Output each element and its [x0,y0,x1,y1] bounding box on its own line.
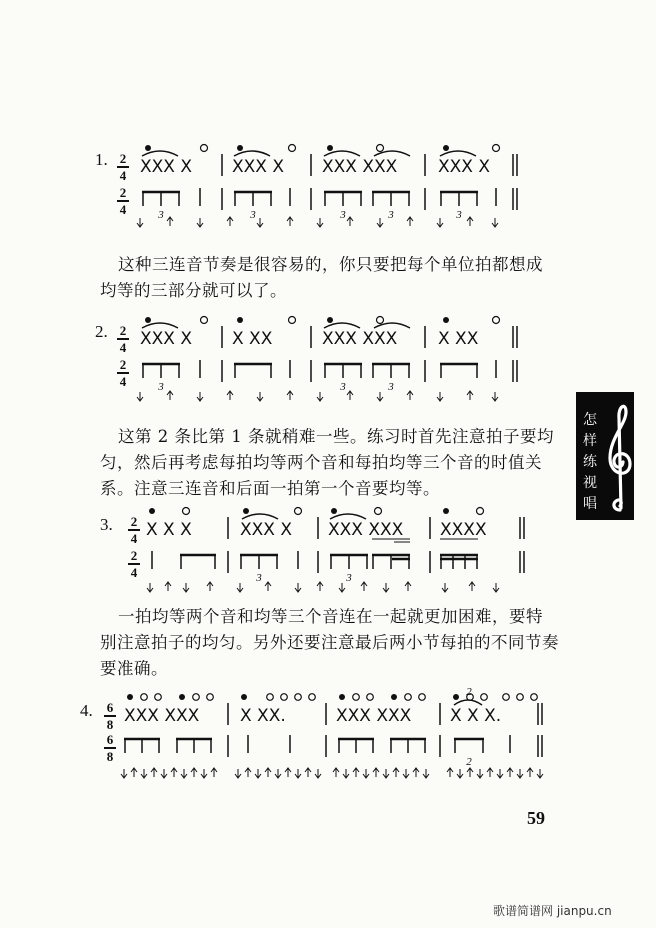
rhythm-notation [0,683,656,793]
time-signature-lower: 2 4 [117,186,129,216]
svg-text:XXX XXX: XXX XXX [336,706,412,726]
svg-text:XXX XXX: XXX XXX [124,706,200,726]
exercise-1 [0,140,656,225]
svg-text:3: 3 [250,209,256,221]
beat-arrows [121,768,543,778]
chapter-tab-label: 怎 样 练 视 唱 [583,412,597,512]
beat-arrows [147,582,499,592]
time-signature: 2 4 [117,152,129,182]
treble-clef-icon [604,398,634,518]
svg-text:3: 3 [346,572,352,584]
svg-text:X X X: X X X [146,520,192,540]
svg-text:XXX X: XXX X [140,157,192,177]
time-signature: 2 4 [128,515,140,545]
time-signature-lower: 6 8 [104,733,116,763]
svg-text:XXX X: XXX X [438,157,490,177]
time-signature: 2 4 [117,324,129,354]
exercise-number: 1. [95,150,108,169]
svg-text:3: 3 [340,381,346,393]
svg-text:XXX X: XXX X [232,157,284,177]
rhythm-notation [0,140,656,225]
exercise-number: 4. [80,701,93,720]
exercise-number: 2. [95,322,108,341]
svg-text:XXX XXX: XXX XXX [322,329,398,349]
beat-arrows [137,391,498,401]
exercise-3 [0,505,656,597]
svg-text:3: 3 [456,209,462,221]
svg-text:3: 3 [158,381,164,393]
time-signature-lower: 2 4 [117,358,129,388]
time-signature: 6 8 [104,701,116,731]
beat-arrows [137,217,498,227]
rhythm-notation [0,312,656,402]
time-signature-lower: 2 4 [128,549,140,579]
exercise-2 [0,312,656,402]
watermark: 歌谱简谱网 jianpu.cn [493,904,612,918]
svg-text:3: 3 [340,209,346,221]
svg-text:3: 3 [388,381,394,393]
exercise-4 [0,683,656,793]
svg-text:XXX XXX: XXX XXX [322,157,398,177]
svg-text:XXXX: XXXX [440,520,487,540]
svg-text:XXX XXX: XXX XXX [328,520,404,540]
exercise-number: 3. [100,515,113,534]
svg-text:2: 2 [466,756,472,768]
svg-text:X XX: X XX [232,329,273,349]
svg-text:3: 3 [256,572,262,584]
paragraph-1: 这种三连音节奏是很容易的，你只要把每个单位拍都想成 均等的三部分就可以了。 [100,255,543,300]
tuplet-label: 3 [158,209,164,221]
paragraph-2: 这第 2 条比第 1 条就稍难一些。练习时首先注意拍子要均 匀，然后再考虑每拍均等两个音和每拍均等三个音的时值关 系。注意三连音和后面一拍第一个音要均等。 [100,427,554,498]
svg-text:XXX X: XXX X [140,329,192,349]
rhythm-notation [0,505,656,597]
svg-text:X XX: X XX [438,329,479,349]
svg-text:X X X.: X X X. [450,706,502,726]
svg-text:XXX X: XXX X [240,520,292,540]
svg-text:3: 3 [388,209,394,221]
page-number: 59 [527,808,545,828]
svg-text:X XX.: X XX. [240,706,286,726]
paragraph-3: 一拍均等两个音和均等三个音连在一起就更加困难，要特 别注意拍子的均匀。另外还要注意最后两小节每拍的不同节奏 要准确。 [100,607,559,678]
svg-text:2: 2 [466,686,472,698]
